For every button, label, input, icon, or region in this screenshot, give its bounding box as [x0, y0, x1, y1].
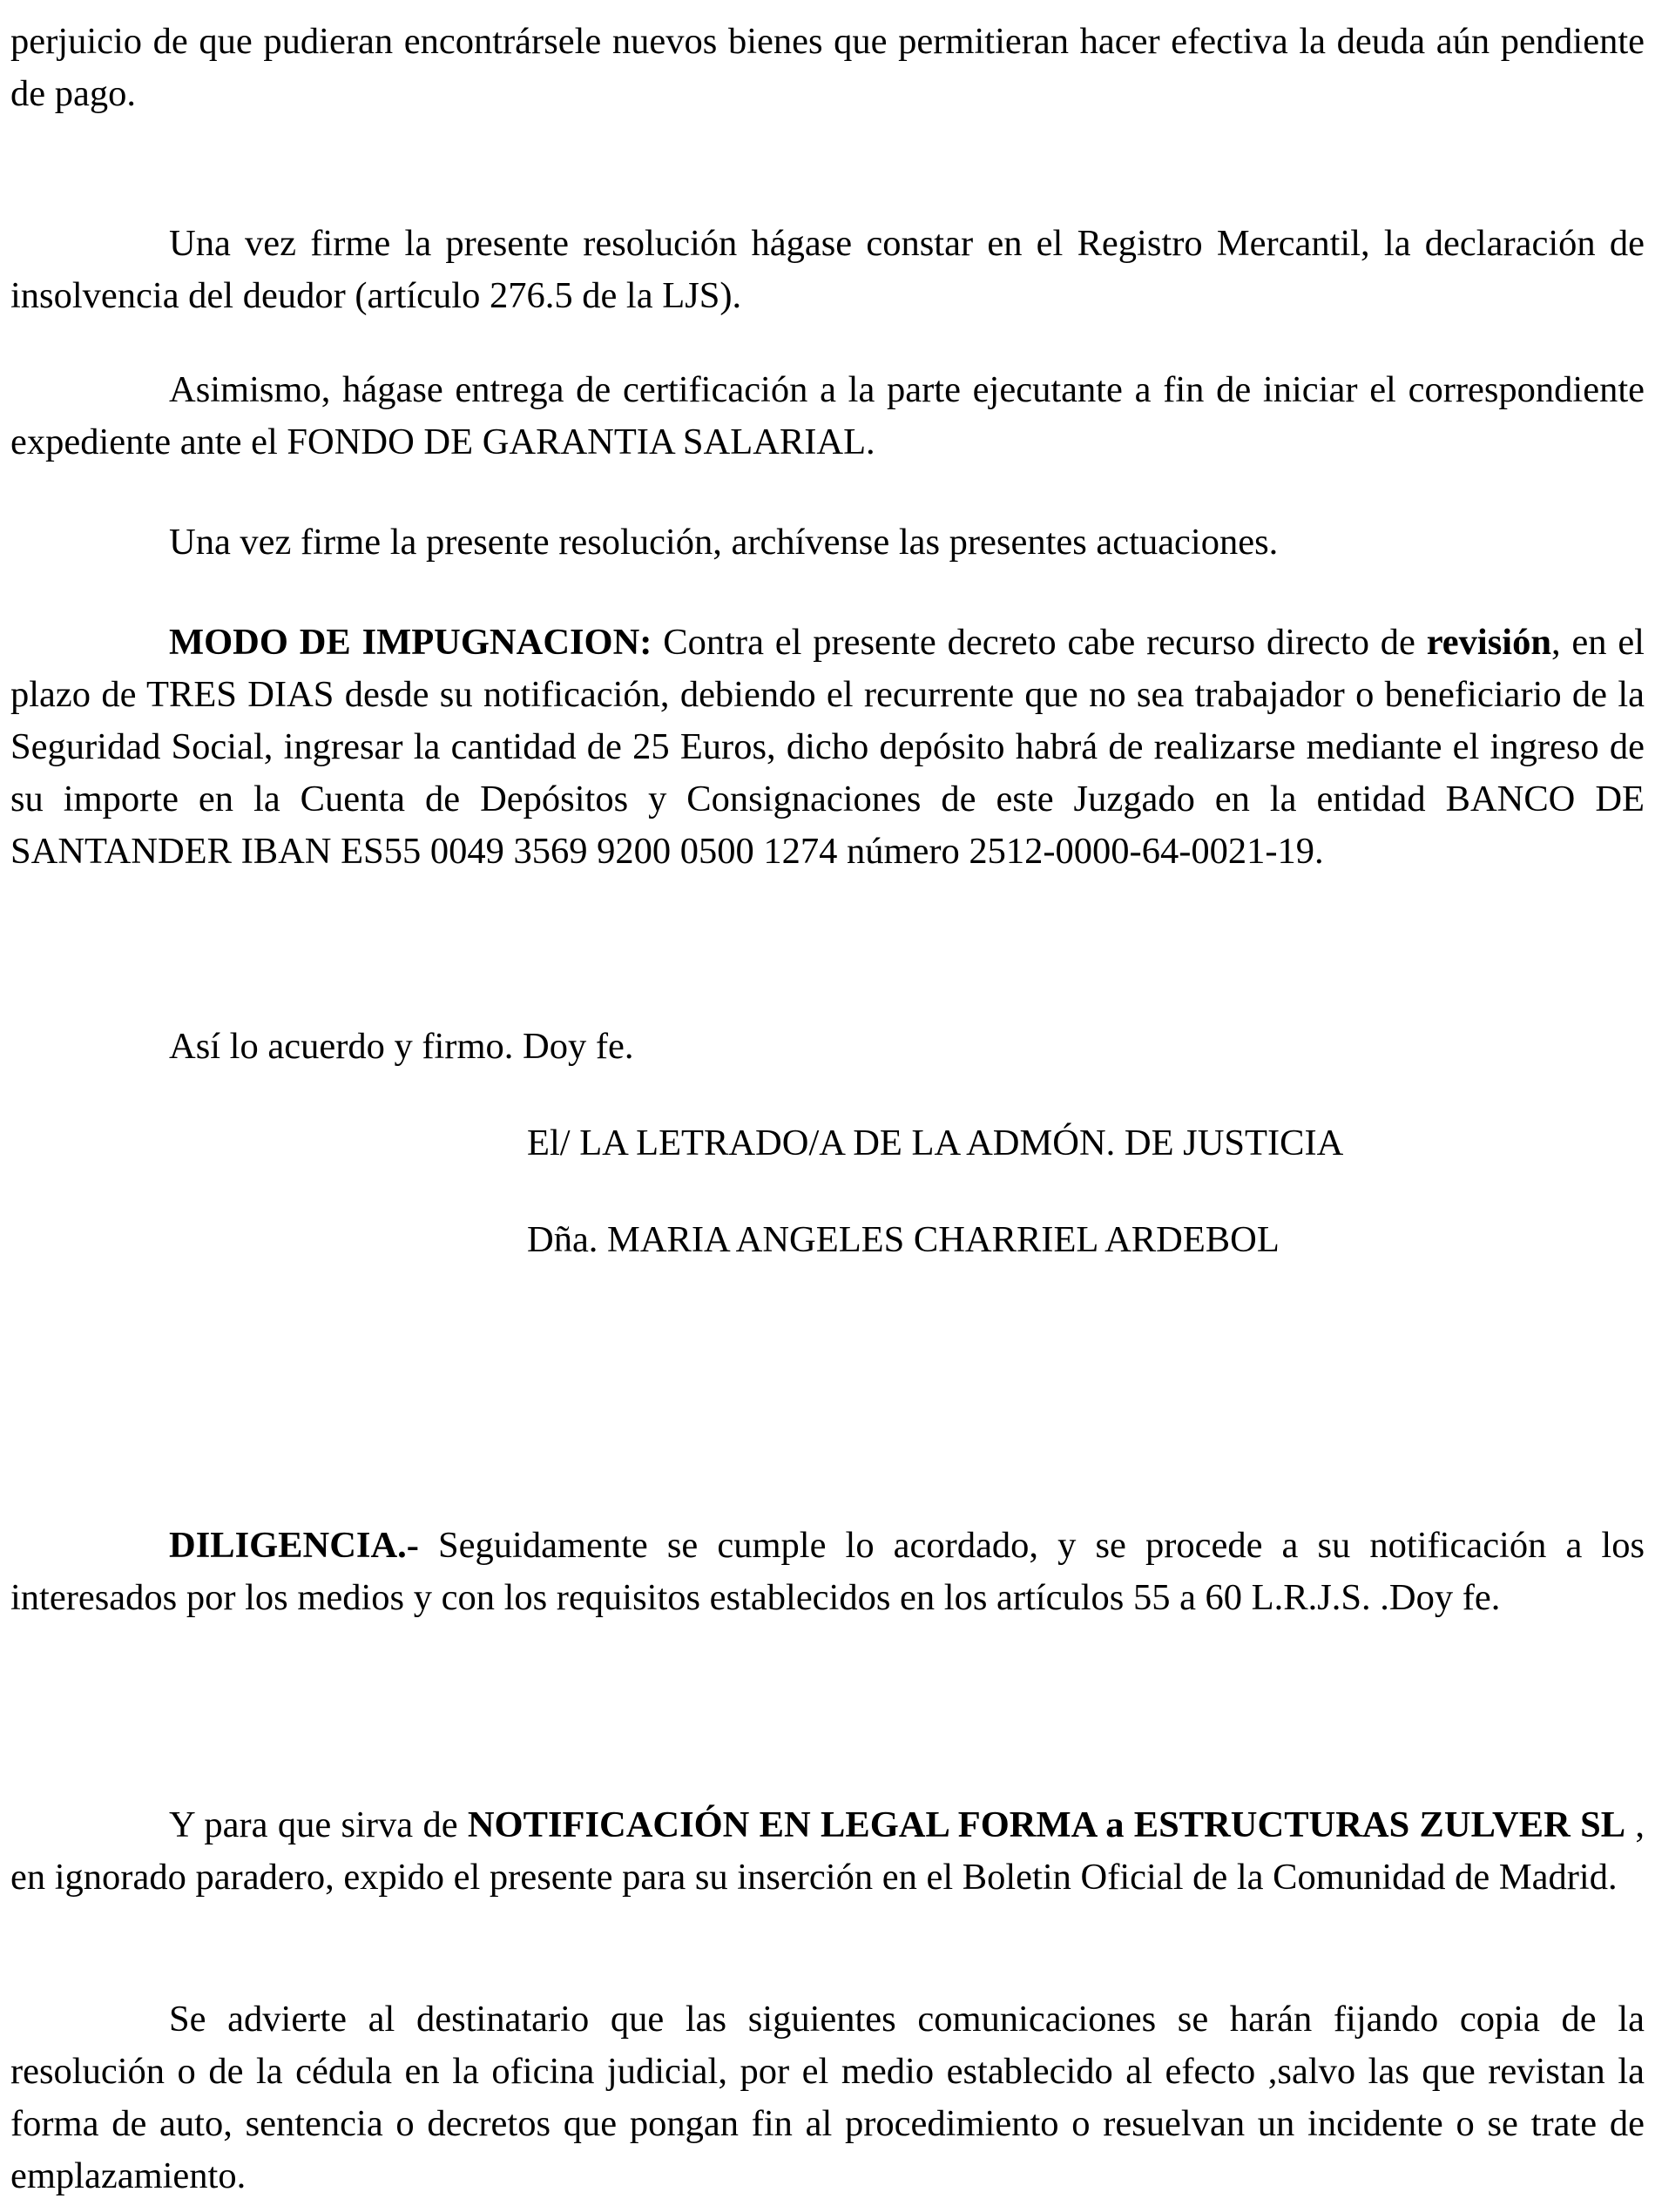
notificacion-bold: NOTIFICACIÓN EN LEGAL FORMA a ESTRUCTURAS ZULVER SL: [467, 1804, 1626, 1845]
paragraph-registro-mercantil: Una vez firme la presente resolución hágase constar en el Registro Mercantil, la declaración de insolvencia del deudor (artículo 276.5 de la LJS).: [10, 223, 1645, 316]
paragraph-modo-impugnacion: [10, 617, 1645, 878]
signatory-name: Dña. MARIA ANGELES CHARRIEL ARDEBOL: [527, 1219, 1280, 1260]
diligencia-heading: DILIGENCIA.-: [169, 1525, 419, 1566]
notificacion-text-a: Y para que sirva de: [169, 1804, 468, 1845]
impugnacion-revision: revisión: [1426, 622, 1551, 663]
paragraph-perjuicio: perjuicio de que pudieran encontrársele nuevos bienes que permitieran hacer efectiva la deuda aún pendiente de pago.: [10, 21, 1645, 114]
impugnacion-text-b: , en el plazo de TRES DIAS desde su notificación, debiendo el recurrente que no sea trabajador o beneficiario de la Seguridad Social, ingresar la cantidad de 25 Euros, dicho depósito habrá de realizarse mediante el ingreso de su importe en la Cuenta de Depósitos y Consignaciones de este Juzgado en la entidad BANCO DE SANTANDER IBAN ES55 0049 3569 9200 0500 1274 número 2512-0000-64-0021-19.: [10, 622, 1645, 872]
closing-statement: Así lo acuerdo y firmo. Doy fe.: [169, 1026, 634, 1067]
paragraph-certificacion: Asimismo, hágase entrega de certificación a la parte ejecutante a fin de iniciar el correspondiente expediente ante el FONDO DE GARANTIA SALARIAL.: [10, 369, 1645, 462]
notificacion-text-b: , en ignorado paradero, expido el presente para su inserción en el Boletin Oficial de la Comunidad de Madrid.: [10, 1804, 1645, 1898]
paragraph-notificacion: [10, 1799, 1645, 1904]
paragraph-diligencia: [10, 1520, 1645, 1624]
paragraph-archivo: Una vez firme la presente resolución, archívense las presentes actuaciones.: [169, 522, 1279, 563]
diligencia-text: Seguidamente se cumple lo acordado, y se procede a su notificación a los interesados por los medios y con los requisitos establecidos en los artículos 55 a 60 L.R.J.S. .Doy fe.: [10, 1525, 1645, 1618]
impugnacion-heading: MODO DE IMPUGNACION:: [169, 622, 652, 663]
impugnacion-text-a: Contra el presente decreto cabe recurso directo de: [652, 622, 1427, 663]
paragraph-advertencia: Se advierte al destinatario que las siguientes comunicaciones se harán fijando copia de la resolución o de la cédula en la oficina judicial, por el medio establecido al efecto ,salvo las que revistan la forma de auto, sentencia o decretos que pongan fin al procedimiento o resuelvan un incidente o se trate de emplazamiento.: [10, 1999, 1645, 2196]
signatory-title: El/ LA LETRADO/A DE LA ADMÓN. DE JUSTICIA: [527, 1123, 1344, 1163]
